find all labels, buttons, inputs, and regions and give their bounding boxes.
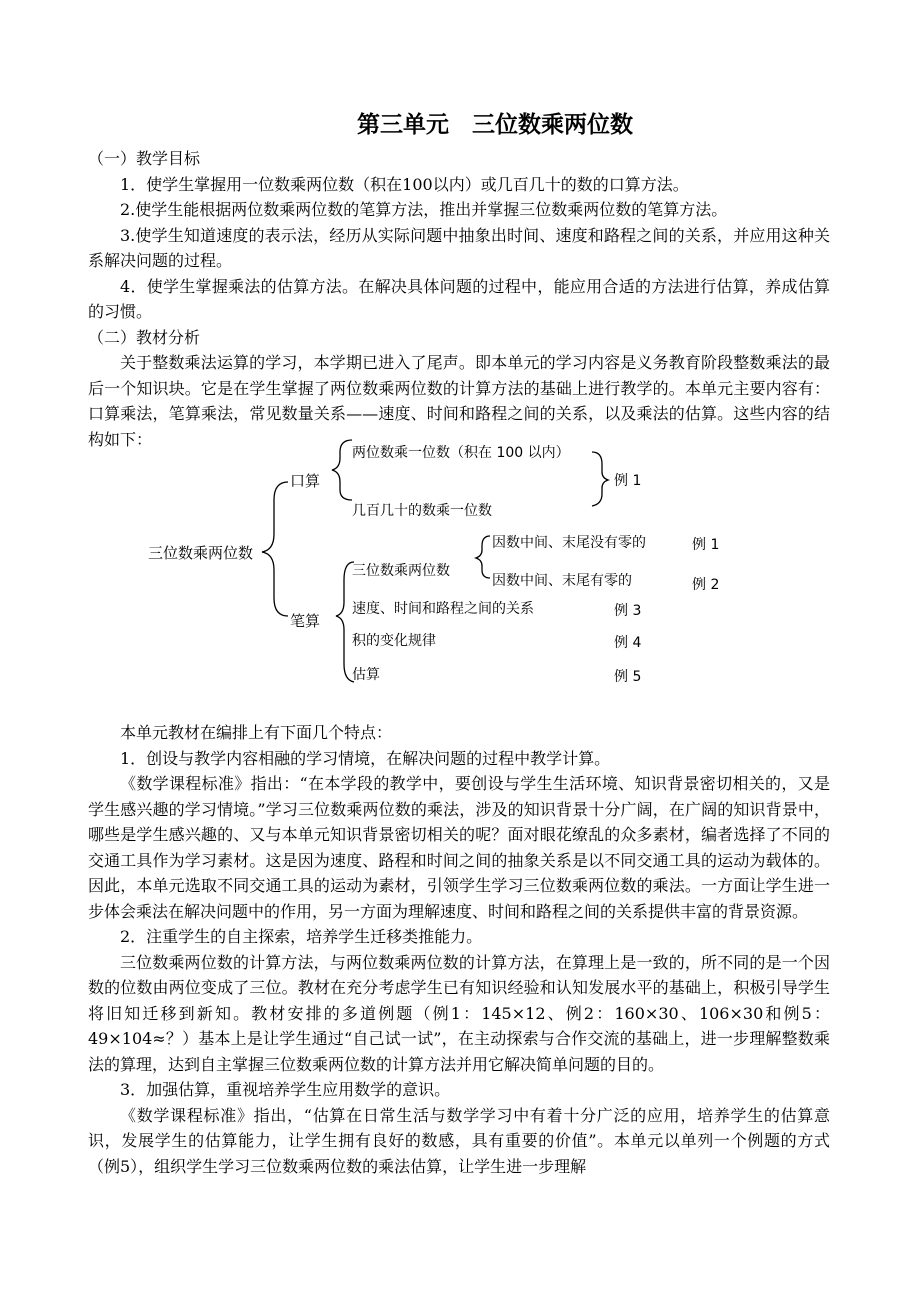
- diagram-written-main: 三位数乘两位数: [352, 563, 450, 579]
- diagram-written-item: 估算: [352, 667, 380, 683]
- feature-body: 三位数乘两位数的计算方法，与两位数乘两位数的计算方法，在算理上是一致的，所不同的是一个因数的位数由两位变成了三位。教材在充分考虑学生已有知识经验和认知发展水平的基础上，积极引导学生将旧知迁移到新知。教材安排的多道例题（例1：145×12、例2：160×30、106×30和例5：49×104≈？）基本上是让学生通过“自己试一试”，在主动探索与合作交流的基础上，进一步理解整数乘法的算理，达到自主掌握三位数乘两位数的计算方法并用它解决简单问题的目的。: [88, 952, 830, 1074]
- page-title: 第三单元 三位数乘两位数: [357, 112, 633, 138]
- diagram-sub-item: 因数中间、末尾有零的: [492, 573, 632, 589]
- diagram-oral-example: 例 1: [614, 473, 642, 489]
- analysis-intro: 关于整数乘法运算的学习，本学期已进入了尾声。即本单元的学习内容是义务教育阶段整数乘法的最后一个知识块。它是在学生掌握了两位数乘两位数的计算方法的基础上进行教学的。本单元主要内容有：口算乘法，笔算乘法，常见数量关系——速度、时间和路程之间的关系，以及乘法的估算。这些内容的结构如下：: [88, 353, 830, 449]
- diagram-written: 笔算: [290, 612, 321, 630]
- goal-item: 4．使学生掌握乘法的估算方法。在解决具体问题的过程中，能应用合适的方法进行估算，养成估算的习惯。: [88, 276, 830, 321]
- diagram-oral-item: 两位数乘一位数（积在 100 以内）: [352, 445, 570, 461]
- diagram-written-example: 例 3: [614, 603, 642, 619]
- section-heading-analysis: （二）教材分析: [88, 327, 201, 347]
- diagram-written-example: 例 5: [614, 669, 642, 685]
- diagram-oral-item: 几百几十的数乘一位数: [352, 503, 492, 519]
- teaching-goals-section: [88, 146, 830, 452]
- feature-title: 1．创设与教学内容相融的学习情境，在解决问题的过程中教学计算。: [120, 748, 611, 768]
- diagram-braces: [140, 432, 760, 700]
- structure-diagram: [140, 432, 760, 700]
- feature-body: 《数学课程标准》指出，“估算在日常生活与数学学习中有着十分广泛的应用，培养学生的估算意识，发展学生的估算能力，让学生拥有良好的数感，具有重要的价值”。本单元以单列一个例题的方式（例5），组织学生学习三位数乘两位数的乘法估算，让学生进一步理解: [88, 1105, 830, 1176]
- goal-item: 1．使学生掌握用一位数乘两位数（积在100以内）或几百几十的数的口算方法。: [120, 174, 689, 194]
- diagram-sub-example: 例 1: [692, 537, 720, 553]
- features-section: [88, 720, 830, 1179]
- goal-item: 3.使学生知道速度的表示法，经历从实际问题中抽象出时间、速度和路程之间的关系，并应用这种关系解决问题的过程。: [88, 225, 830, 270]
- features-intro: 本单元教材在编排上有下面几个特点：: [120, 723, 393, 742]
- feature-title: 3．加强估算，重视培养学生应用数学的意识。: [120, 1080, 451, 1099]
- section-heading-goals: （一）教学目标: [88, 149, 201, 168]
- diagram-written-example: 例 4: [614, 635, 642, 651]
- diagram-sub-item: 因数中间、末尾没有零的: [492, 535, 646, 551]
- diagram-oral: 口算: [290, 472, 321, 490]
- diagram-written-item: 积的变化规律: [352, 633, 436, 649]
- diagram-written-item: 速度、时间和路程之间的关系: [352, 601, 534, 617]
- feature-title: 2．注重学生的自主探索，培养学生迁移类推能力。: [120, 927, 483, 946]
- diagram-root: 三位数乘两位数: [148, 544, 254, 562]
- goal-item: 2.使学生能根据两位数乘两位数的笔算方法，推出并掌握三位数乘两位数的笔算方法。: [120, 200, 728, 219]
- feature-body: 《数学课程标准》指出：“在本学段的教学中，要创设与学生生活环境、知识背景密切相关的，又是学生感兴趣的学习情境。”学习三位数乘两位数的乘法，涉及的知识背景十分广阔，在广阔的知识背景中，哪些是学生感兴趣的、又与本单元知识背景密切相关的呢？面对眼花缭乱的众多素材，编者选择了不同的交通工具作为学习素材。这是因为速度、路程和时间之间的抽象关系是以不同交通工具的运动为载体的。因此，本单元选取不同交通工具的运动为素材，引领学生学习三位数乘两位数的乘法。一方面让学生进一步体会乘法在解决问题中的作用，另一方面为理解速度、时间和路程之间的关系提供丰富的背景资源。: [88, 774, 830, 921]
- diagram-sub-example: 例 2: [692, 577, 720, 593]
